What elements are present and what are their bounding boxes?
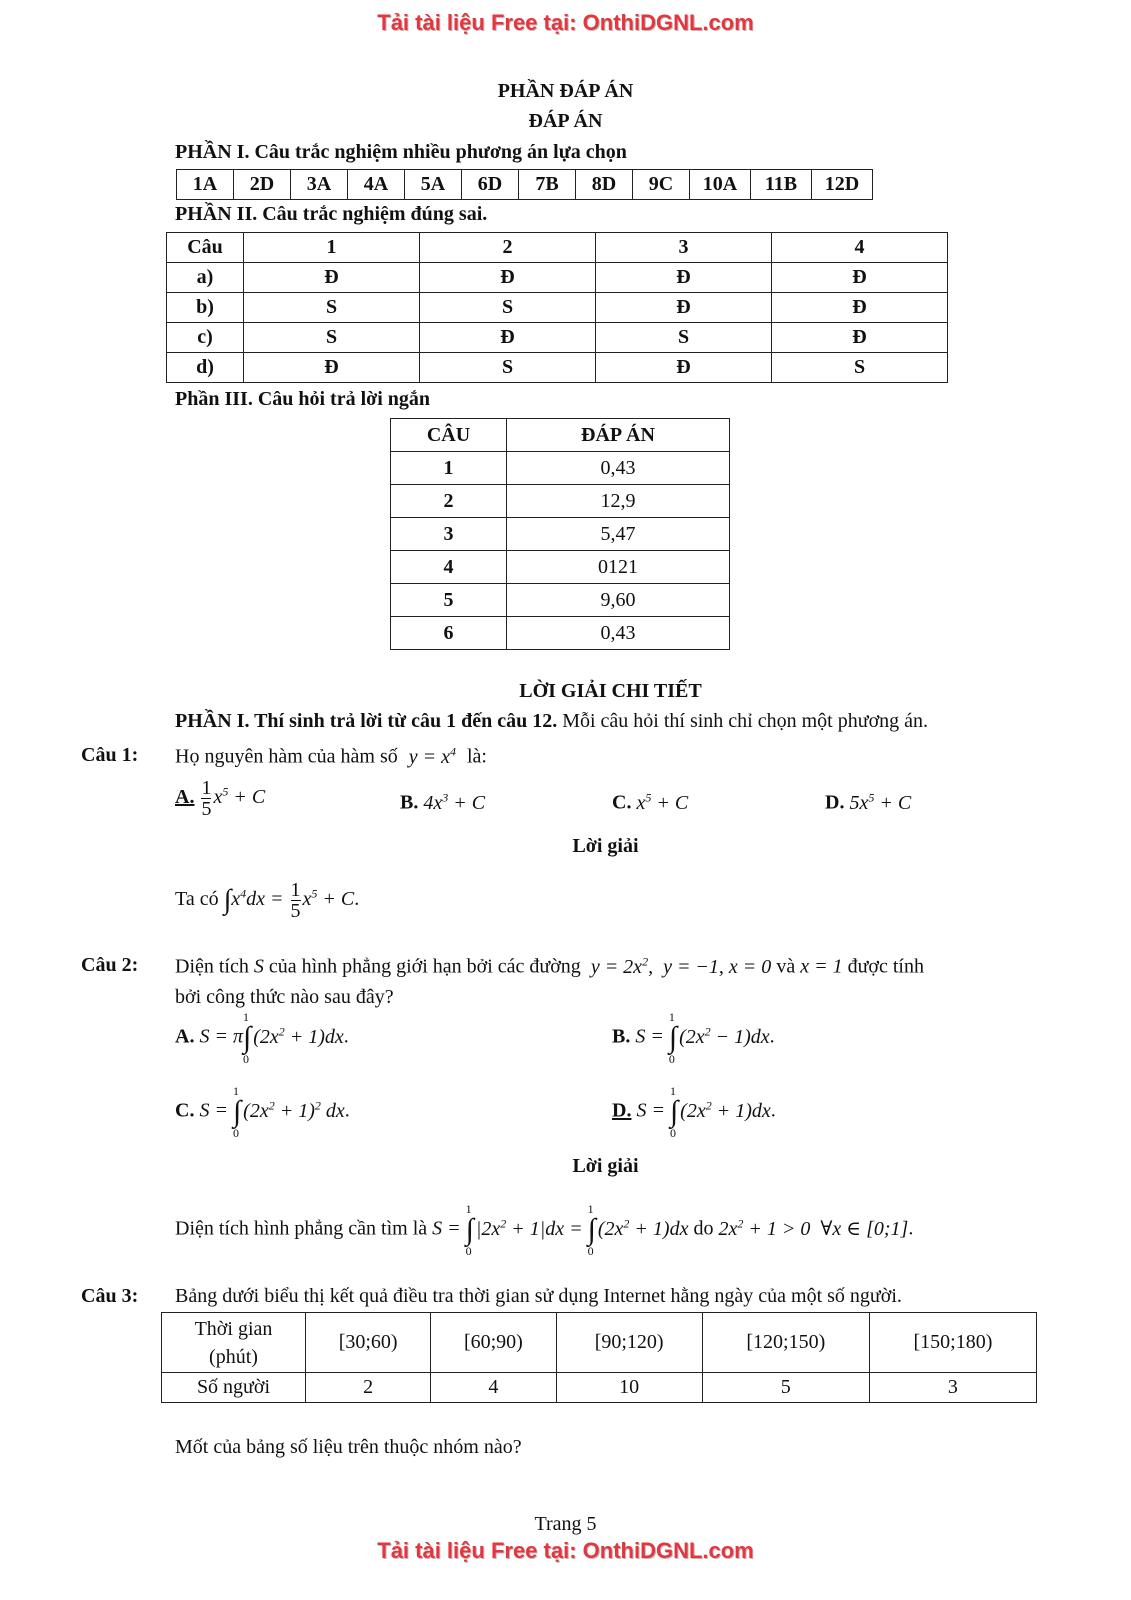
part2-row <box>167 263 948 293</box>
part2-cell: Đ <box>244 353 420 383</box>
part2-cell: Đ <box>772 323 948 353</box>
page-number: Trang 5 <box>534 1513 597 1535</box>
q3-count: 2 <box>306 1373 431 1403</box>
q3-count: 5 <box>702 1373 869 1403</box>
q1-solution-title: Lời giải <box>572 835 639 857</box>
part3-cell: 5,47 <box>507 518 730 551</box>
q2-option-c[interactable]: C. S = 1 ∫ 0 $(2x^2 + 1)^2$ dx. <box>175 1084 350 1140</box>
q2-text-b: của hình phẳng giới hạn bởi các đường <box>268 955 581 978</box>
q1-option-d-label: D. <box>825 791 845 814</box>
part3-row <box>391 518 730 551</box>
q3-table <box>161 1312 1037 1403</box>
part1-answer-cell: 2D <box>234 170 291 200</box>
part2-row <box>167 353 948 383</box>
part3-cell: 2 <box>391 485 507 518</box>
part3-header-row <box>391 419 730 452</box>
q1-option-d[interactable]: D. $5x^5 + C$ <box>825 790 912 814</box>
part2-table <box>166 232 948 383</box>
part2-cell: d) <box>167 353 244 383</box>
q3-interval: [150;180) <box>869 1313 1036 1373</box>
part1-answer-cell: 7B <box>519 170 576 200</box>
q3-count: 10 <box>556 1373 702 1403</box>
q1-text <box>175 744 487 769</box>
q3-count: 4 <box>431 1373 556 1403</box>
part1-answer-cell: 4A <box>348 170 405 200</box>
q3-row-label: Số người <box>162 1373 306 1403</box>
part2-cell: Đ <box>420 323 596 353</box>
part3-row <box>391 584 730 617</box>
part2-cell: 3 <box>596 233 772 263</box>
q3-interval: [30;60) <box>306 1313 431 1373</box>
part3-cell: ĐÁP ÁN <box>507 419 730 452</box>
part2-cell: S <box>244 293 420 323</box>
part3-row <box>391 617 730 650</box>
q2-option-b[interactable]: B. S = 1 ∫ 0 $(2x^2 - 1)dx$. <box>612 1010 775 1066</box>
q2-text-line2: bởi công thức nào sau đây? <box>175 986 394 1008</box>
q1-solution: Ta có $\int x^4dx$ = $\frac{1}{5}$ $x^5 + C$. <box>175 879 360 922</box>
part2-cell: 1 <box>244 233 420 263</box>
part2-row <box>167 293 948 323</box>
watermark-top[interactable]: Tải tài liệu Free tại: OnthiDGNL.com <box>377 10 754 35</box>
part1-answer-cell: 5A <box>405 170 462 200</box>
q2-text-c: và <box>776 955 796 978</box>
part2-row <box>167 323 948 353</box>
q3-question: Mốt của bảng số liệu trên thuộc nhóm nào? <box>175 1436 522 1458</box>
q3-interval: [60;90) <box>431 1313 556 1373</box>
q1-option-b-label: B. <box>400 791 419 814</box>
q2-text: Diện tích S của hình phẳng giới hạn bởi các đường $y = 2x^2$, y = −1, x = 0 và x = 1 được tính <box>175 954 924 978</box>
part2-cell: Đ <box>596 293 772 323</box>
part1-answer-cell: 11B <box>751 170 812 200</box>
part1-answer-cell: 8D <box>576 170 633 200</box>
part3-cell: 0,43 <box>507 617 730 650</box>
part3-cell: 6 <box>391 617 507 650</box>
part2-cell: 4 <box>772 233 948 263</box>
q3-count: 3 <box>869 1373 1036 1403</box>
q1-option-c[interactable]: C. $x^5 + C$ <box>612 790 689 814</box>
q1-option-b[interactable]: B. $4x^3 + C$ <box>400 790 486 814</box>
part1-answer-cell: 3A <box>291 170 348 200</box>
part2-cell: Câu <box>167 233 244 263</box>
q3-header-time: Thời gian (phút) <box>162 1313 306 1373</box>
part3-row <box>391 485 730 518</box>
heading-answer-key: ĐÁP ÁN <box>528 110 603 132</box>
q1-label: Câu 1: <box>81 744 139 766</box>
q2-label: Câu 2: <box>81 954 139 976</box>
solution-heading: LỜI GIẢI CHI TIẾT <box>519 680 702 702</box>
part1-answer-cell: 9C <box>633 170 690 200</box>
q3-interval: [120;150) <box>702 1313 869 1373</box>
q1-option-c-label: C. <box>612 791 632 814</box>
part1-answer-cell: 12D <box>812 170 873 200</box>
part2-cell: S <box>596 323 772 353</box>
part2-cell: c) <box>167 323 244 353</box>
part2-cell: 2 <box>420 233 596 263</box>
part3-cell: 0,43 <box>507 452 730 485</box>
heading-answers: PHẦN ĐÁP ÁN <box>497 80 634 102</box>
part1-title: PHẦN I. Câu trắc nghiệm nhiều phương án lựa chọn <box>175 141 627 163</box>
part3-cell: 3 <box>391 518 507 551</box>
q1-function: $y = x^4$ <box>408 744 456 768</box>
part2-cell: S <box>772 353 948 383</box>
q1-option-a-label: A. <box>175 786 195 809</box>
q2-text-a: Diện tích <box>175 955 249 978</box>
part3-table <box>390 418 730 650</box>
part3-row <box>391 452 730 485</box>
q1-text-b: là: <box>466 745 487 768</box>
q2-option-b-label: B. <box>612 1025 631 1048</box>
part3-cell: 4 <box>391 551 507 584</box>
q2-solution-title: Lời giải <box>572 1155 639 1177</box>
part3-cell: 9,60 <box>507 584 730 617</box>
part2-cell: b) <box>167 293 244 323</box>
q2-option-d-label: D. <box>612 1099 632 1122</box>
part2-cell: S <box>420 293 596 323</box>
solution-intro <box>175 710 928 733</box>
q1-text-a: Họ nguyên hàm của hàm số <box>175 745 398 768</box>
q3-label: Câu 3: <box>81 1285 139 1307</box>
part3-title: Phần III. Câu hỏi trả lời ngắn <box>175 388 431 410</box>
part2-cell: S <box>244 323 420 353</box>
q2-solution-do: do <box>693 1217 714 1240</box>
part3-row <box>391 551 730 584</box>
part3-cell: 0121 <box>507 551 730 584</box>
part2-cell: Đ <box>420 263 596 293</box>
part1-answer-cell: 6D <box>462 170 519 200</box>
q2-text-d: được tính <box>847 955 924 978</box>
part2-title: PHẦN II. Câu trắc nghiệm đúng sai. <box>175 203 488 225</box>
solution-intro-bold: PHẦN I. Thí sinh trả lời từ câu 1 đến câu 12. <box>175 710 558 732</box>
part3-cell: 1 <box>391 452 507 485</box>
part2-cell: Đ <box>596 353 772 383</box>
part1-answer-table <box>176 169 873 200</box>
part3-cell: CÂU <box>391 419 507 452</box>
q1-solution-prefix: Ta có <box>175 888 219 911</box>
q2-option-a-label: A. <box>175 1025 195 1048</box>
q2-option-a[interactable]: A. S = π 1 ∫ 0 $(2x^2 + 1)dx$. <box>175 1010 349 1066</box>
part2-cell: S <box>420 353 596 383</box>
solution-intro-rest: Mỗi câu hỏi thí sinh chỉ chọn một phương án. <box>557 710 929 732</box>
q2-solution: Diện tích hình phẳng cần tìm là S = 1 ∫ 0 $|2x^2 + 1|dx$ = 1 ∫ 0 $(2x^2 + 1)dx$ do $2x^2 + 1 > 0$ ∀x ∈ [0;1]. <box>175 1202 914 1258</box>
part2-cell: Đ <box>772 263 948 293</box>
part3-cell: 5 <box>391 584 507 617</box>
part1-answer-cell: 1A <box>177 170 234 200</box>
part2-cell: Đ <box>244 263 420 293</box>
q3-text: Bảng dưới biểu thị kết quả điều tra thời gian sử dụng Internet hằng ngày của một số người. <box>175 1285 902 1307</box>
part2-cell: Đ <box>596 263 772 293</box>
part2-header-row <box>167 233 948 263</box>
q2-option-d[interactable]: D. S = 1 ∫ 0 $(2x^2 + 1)dx$. <box>612 1084 776 1140</box>
q2-option-c-label: C. <box>175 1099 195 1122</box>
part3-cell: 12,9 <box>507 485 730 518</box>
q1-option-a[interactable]: A. $\frac{1}{5}$ $x^5 + C$ <box>175 777 266 820</box>
part1-answer-cell: 10A <box>690 170 751 200</box>
watermark-bottom[interactable]: Tải tài liệu Free tại: OnthiDGNL.com <box>377 1538 754 1563</box>
q2-solution-prefix: Diện tích hình phẳng cần tìm là <box>175 1217 428 1240</box>
q3-interval: [90;120) <box>556 1313 702 1373</box>
part2-cell: Đ <box>772 293 948 323</box>
part2-cell: a) <box>167 263 244 293</box>
